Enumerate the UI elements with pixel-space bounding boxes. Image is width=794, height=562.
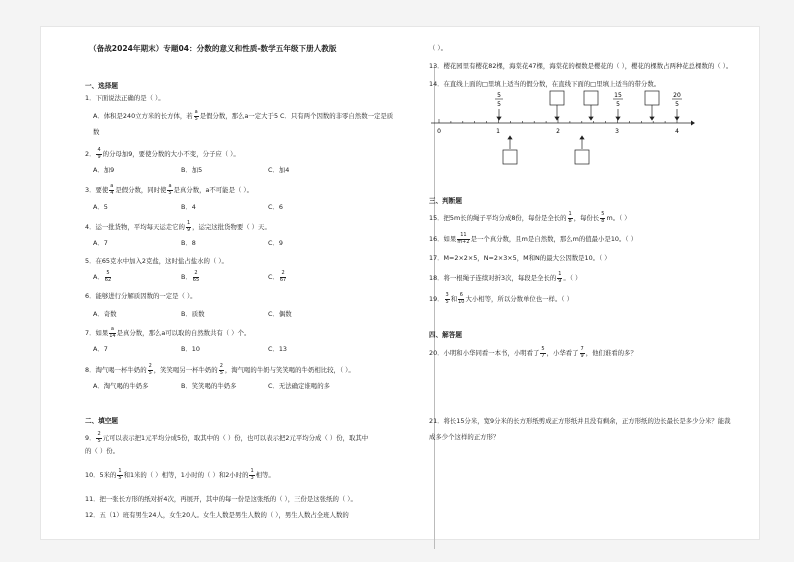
- q3-option-a: A．5: [93, 203, 108, 211]
- q5-option-b: B． $\frac{2}{65}$: [181, 270, 200, 283]
- question-21: 21．将长15分米，宽9分米的长方形纸剪成正方形纸并且没有剩余，正方形纸的边长最长是多少分米？能裁: [429, 417, 731, 425]
- question-5: 5．在65克水中加入2克盐，这时盐占盐水的（ ）。: [85, 257, 228, 265]
- q5-option-a: A． $\frac{5}{62}$: [93, 270, 112, 283]
- fraction: $\frac{a}{5}$: [194, 109, 198, 122]
- answer-box-bottom-2: [575, 150, 589, 164]
- question-10: 10．5米的 $\frac{1}{5}$ 和1米的（ ）相等，1小时的（ ）和2小时的 $\frac{1}{3}$ 相等。: [85, 468, 275, 481]
- question-8: 8．淘气喝一杯牛奶的 $\frac{2}{5}$ ，笑笑喝另一杯牛奶的 $\frac{2}{5}$ ，淘气喝的牛奶与笑笑喝的牛奶相比较，（ ）。: [85, 363, 355, 376]
- question-2: 2． $\frac{4}{9}$ 的分母加9，要使分数的大小不变，分子应（ ）。: [85, 147, 240, 160]
- q8-option-a: A．淘气喝的牛奶多: [93, 382, 149, 390]
- question-7: 7．如果 $\frac{a}{14}$ 是真分数，那么a可以取的自然数共有（ ）个。: [85, 326, 251, 339]
- question-15: 15．把5m长的绳子平均分成8份，每份是全长的 $\frac{1}{8}$ ，每份长 $\frac{5}{8}$ m。（ ）: [429, 211, 631, 224]
- question-1: 1．下面说法正确的是（ ）。: [85, 94, 165, 102]
- page-title: （备战2024年期末）专题04：分数的意义和性质-数学五年级下册人教版: [89, 44, 337, 53]
- question-4: 4．运一批货物，平均每天运走它的 $\frac{1}{9}$ ，运完这批货物要（ ）天。: [85, 220, 271, 233]
- question-20: 20．小明和小华同看一本书，小明看了 $\frac{5}{7}$ ，小华看了 $\frac{7}{9}$ ，他们谁看的多？: [429, 346, 637, 359]
- question-19: 19． $\frac{3}{5}$ 和 $\frac{6}{10}$ 大小相等，所以分数单位也一样。（ ）: [429, 292, 573, 305]
- q4-option-b: B．8: [181, 239, 196, 247]
- top-fraction-3: [672, 92, 682, 108]
- q3-option-c: C．6: [268, 203, 283, 211]
- top-fraction-1: [495, 92, 503, 108]
- svg-text:5: 5: [675, 101, 679, 108]
- question-12-cont: （ ）。: [429, 44, 448, 52]
- question-11: 11．把一张长方形的纸对折4次，再展开，其中的每一份是这张纸的（ ），三份是这张纸的（ ）。: [85, 495, 357, 503]
- section-answer: 四、解答题: [429, 331, 462, 339]
- question-3: 3．要使 $\frac{a}{4}$ 是假分数，同时使 $\frac{a}{5}$ 是真分数，a不可能是（ ）。: [85, 183, 253, 196]
- question-13: 13．樱花园里有樱花82棵，海棠花47棵，海棠花的棵数是樱花的（ ），樱花的棵数占两种花总棵数的（ ）。: [429, 62, 733, 70]
- q3-option-b: B．4: [181, 203, 196, 211]
- q4-option-c: C．9: [268, 239, 283, 247]
- svg-text:15: 15: [614, 92, 622, 99]
- number-line: [429, 87, 699, 185]
- q8-option-c: C．无法确定谁喝的多: [268, 382, 330, 390]
- q7-option-b: B．10: [181, 345, 200, 353]
- svg-text:5: 5: [497, 92, 501, 99]
- question-21-cont: 成多少个这样的正方形？: [429, 433, 500, 441]
- question-16: 16．如果 $\frac{11}{m+2}$ 是一个真分数，且m是自然数，那么m的值最小是10。（ ）: [429, 232, 637, 245]
- section-choice: 一、选择题: [85, 82, 118, 90]
- question-12: 12．五（1）班有男生24人，女生20人。女生人数是男生人数的（ ），男生人数占全班人数的: [85, 511, 349, 519]
- answer-box-top-2: [584, 91, 598, 105]
- q2-option-c: C．加4: [268, 166, 290, 174]
- q6-option-a: A．奇数: [93, 310, 117, 318]
- question-17: 17．M=2×2×5，N=2×3×5，M和N的最大公因数是10。（ ）: [429, 254, 611, 262]
- question-1-cont: 数: [93, 128, 100, 136]
- question-14: 14．在直线上面的□里填上适当的假分数，在直线下面的□里填上适当的带分数。: [429, 80, 661, 88]
- q6-option-b: B．质数: [181, 310, 205, 318]
- q7-option-c: C．13: [268, 345, 287, 353]
- q2-option-a: A．加9: [93, 166, 115, 174]
- q7-option-a: A．7: [93, 345, 108, 353]
- tick-label-3: 3: [615, 128, 619, 135]
- svg-text:5: 5: [497, 101, 501, 108]
- tick-label-1: 1: [496, 128, 500, 135]
- svg-text:5: 5: [616, 101, 620, 108]
- question-9: 9． $\frac{2}{5}$ 元可以表示把1元平均分成5份，取其中的（ ）份，也可以表示把2元平均分成（ ）份，取其中: [85, 431, 369, 444]
- tick-label-4: 4: [675, 128, 679, 135]
- q6-option-c: C．偶数: [268, 310, 292, 318]
- answer-box-bottom-1: [503, 150, 517, 164]
- top-fraction-2: [613, 92, 623, 108]
- worksheet-page: [40, 26, 760, 540]
- svg-text:20: 20: [673, 92, 681, 99]
- q2-option-b: B．加5: [181, 166, 203, 174]
- tick-label-0: 0: [437, 128, 441, 135]
- question-6: 6．能够进行分解质因数的一定是（ ）。: [85, 292, 197, 300]
- q8-option-b: B．笑笑喝的牛奶多: [181, 382, 237, 390]
- q4-option-a: A．7: [93, 239, 108, 247]
- answer-box-top-3: [645, 91, 659, 105]
- tick-label-2: 2: [556, 128, 560, 135]
- answer-box-top-1: [550, 91, 564, 105]
- question-1-option-a: A．体积是240立方米的长方体，若 $\frac{a}{5}$ 是假分数，那么a一定大于5 C．只有两个因数的非零自然数一定是质: [93, 109, 394, 122]
- section-fill-blank: 二、填空题: [85, 417, 118, 425]
- question-9-cont: 的（ ）份。: [85, 447, 119, 455]
- section-judge: 三、判断题: [429, 197, 462, 205]
- question-18: 18．将一根绳子连续对折3次，每段是全长的 $\frac{1}{9}$ 。（ ）: [429, 271, 582, 284]
- q5-option-c: C． $\frac{2}{67}$: [268, 270, 287, 283]
